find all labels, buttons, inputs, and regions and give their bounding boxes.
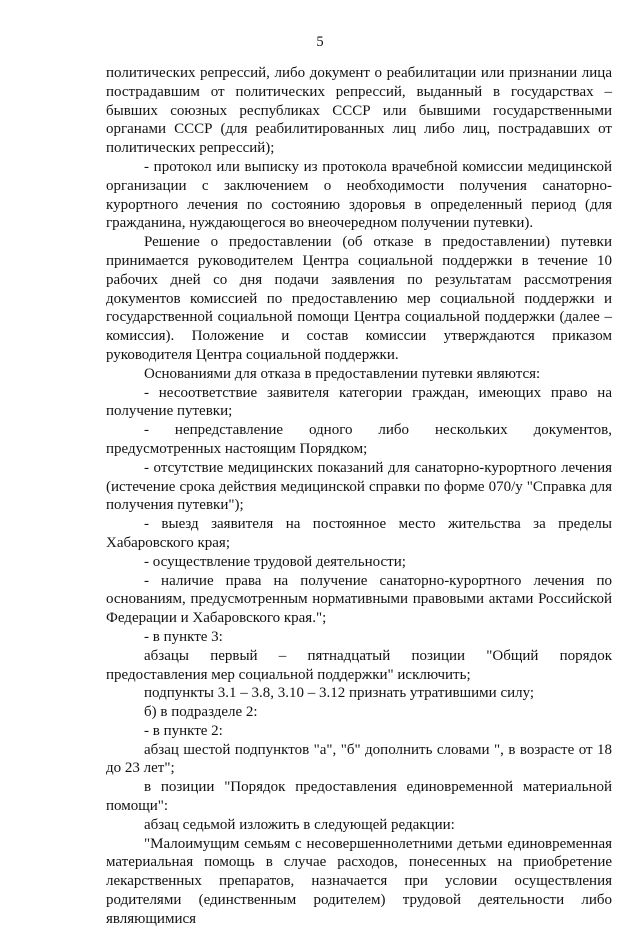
- paragraph: - осуществление трудовой деятельности;: [144, 553, 406, 570]
- paragraph: - наличие права на получение санаторно-курортного лечения по основаниям, предусмотренным нормативными правовыми актами Российской Федерации и Хабаровского края.";: [106, 572, 612, 627]
- paragraph: в позиции "Порядок предоставления единовременной материальной помощи":: [106, 779, 612, 815]
- paragraph: "Малоимущим семьям с несовершеннолетними детьми единовременная материальная помощь в случае расходов, понесенных на приобретение лекарственных препаратов, назначается при условии осуществления родителями (единственным родителем) трудовой деятельности либо являющимися: [106, 835, 612, 927]
- paragraph: политических репрессий, либо документ о реабилитации или признании лица пострадавшим от политических репрессий, выданный в государствах – бывших союзных республиках СССР или бывшими государственными органами СССР (для реабилитированных лиц либо лиц, пострадавших от политических репрессий);: [106, 65, 612, 157]
- paragraph: абзац шестой подпунктов "а", "б" дополнить словами ", в возрасте от 18 до 23 лет";: [106, 741, 612, 777]
- paragraph: - в пункте 2:: [144, 722, 223, 739]
- document-body: [106, 64, 612, 929]
- paragraph: - выезд заявителя на постоянное место жительства за пределы Хабаровского края;: [106, 516, 612, 551]
- paragraph: - непредставление одного либо нескольких документов, предусмотренных настоящим Порядком;: [106, 422, 612, 457]
- paragraph: - несоответствие заявителя категории граждан, имеющих право на получение путевки;: [106, 384, 612, 420]
- paragraph: - протокол или выписку из протокола врачебной комиссии медицинской организации с заключением о необходимости получения санаторно-курортного лечения по состоянию здоровья в определенный период (для гражданина, нуждающегося во внеочередном получении путевки).: [106, 158, 612, 232]
- paragraph: абзац седьмой изложить в следующей редакции:: [144, 816, 455, 833]
- paragraph: б) в подразделе 2:: [144, 704, 258, 721]
- paragraph: Решение о предоставлении (об отказе в предоставлении) путевки принимается руководителем Центра социальной поддержки в течение 10 рабочих дней со дня подачи заявления по результатам рассмотрения документов комиссией по предоставлению мер социальной поддержки и государственной социальной помощи Центра социальной поддержки (далее – комиссия). Положение и состав комиссии утверждаются приказом руководителя Центра социальной поддержки.: [106, 234, 612, 363]
- paragraph: Основаниями для отказа в предоставлении путевки являются:: [144, 365, 541, 382]
- paragraph: - отсутствие медицинских показаний для санаторно-курортного лечения (истечение срока действия медицинской справки по форме 070/у "Справка для получения путевки");: [106, 459, 612, 514]
- paragraph: - в пункте 3:: [144, 628, 223, 645]
- page-number: 5: [316, 34, 324, 50]
- paragraph: подпункты 3.1 – 3.8, 3.10 – 3.12 признать утратившими силу;: [144, 685, 535, 702]
- paragraph: абзацы первый – пятнадцатый позиции "Общий порядок предоставления мер социальной поддержки" исключить;: [106, 647, 612, 683]
